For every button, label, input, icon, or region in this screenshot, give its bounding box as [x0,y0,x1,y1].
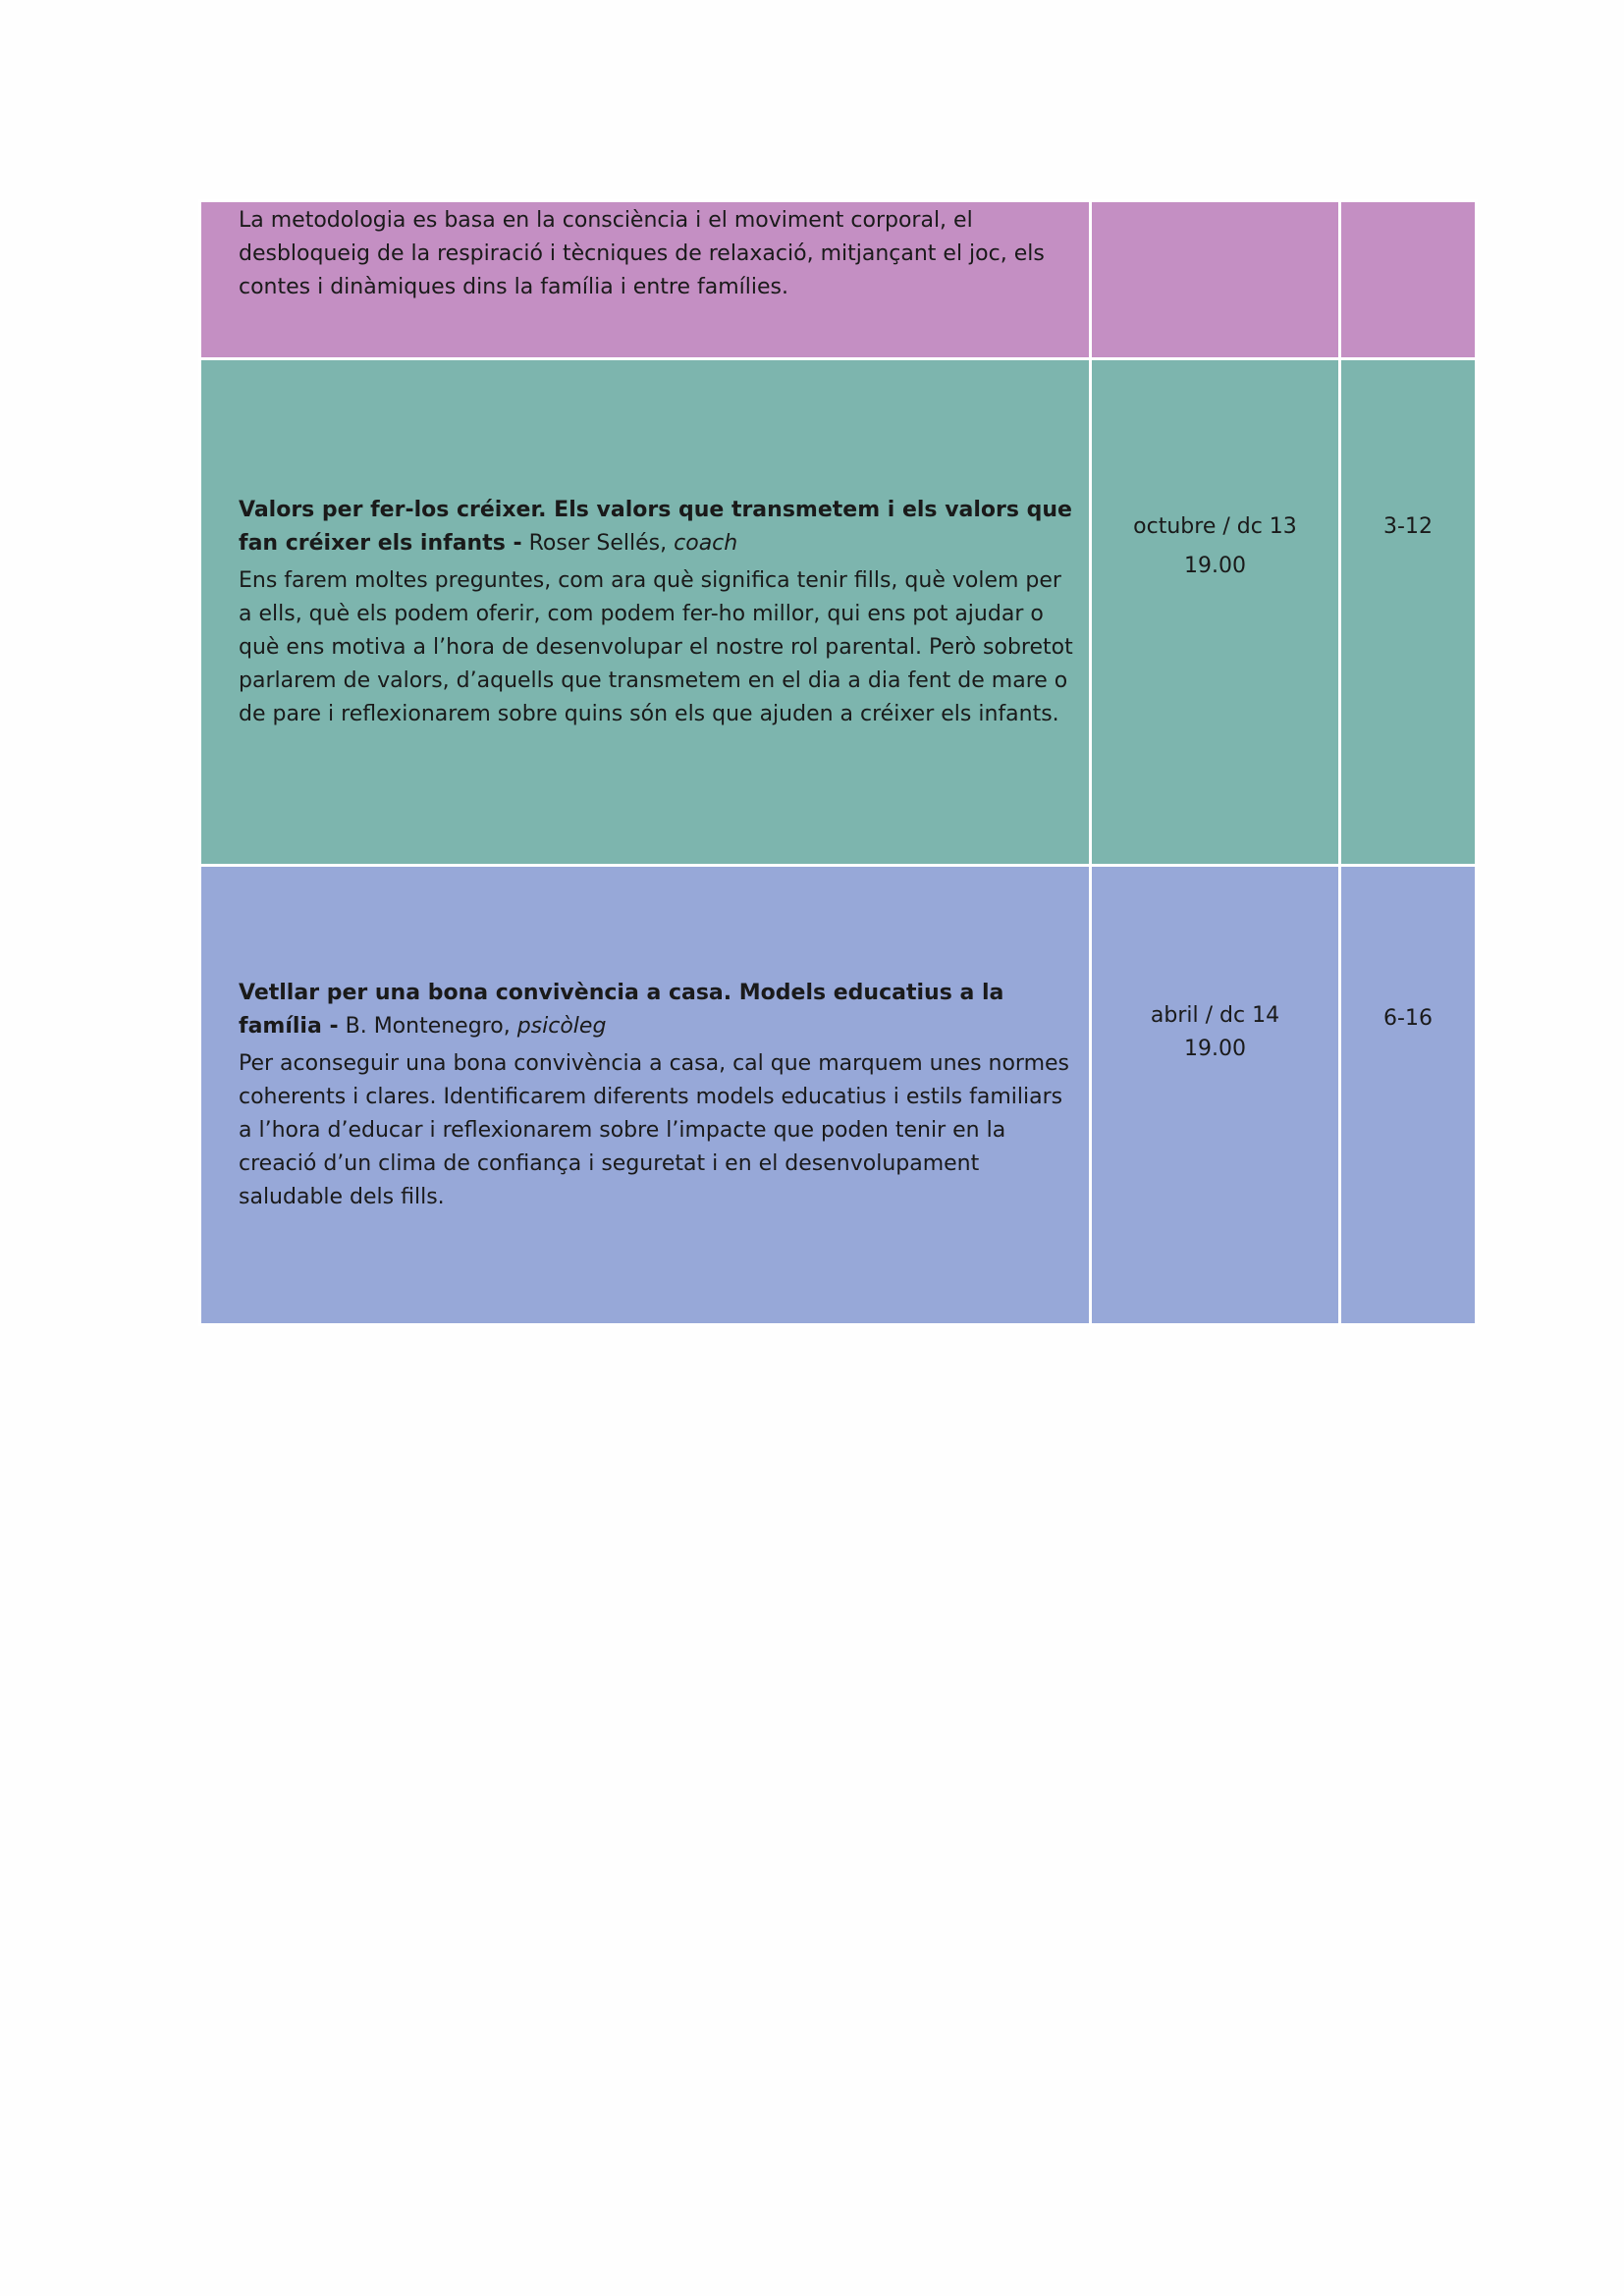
session-age-cell [1340,359,1477,866]
session-time: 19.00 [1184,554,1246,578]
table-row [200,866,1477,1325]
session-description-cell [200,866,1091,1325]
session-description: La metodologia es basa en la consciència i el moviment corporal, el desbloqueig de la respiració i tècniques de relaxació, mitjançant el joc, els contes i dinàmiques dins la família i entre famílies. [239,208,1045,299]
session-heading [239,977,1079,1043]
table-row [200,359,1477,866]
session-description: Ens farem moltes preguntes, com ara què significa tenir fills, què volem per a ells, què els podem oferir, com podem fer-ho millor, qui ens pot ajudar o què ens motiva a l’hora de desenvolupar el nostre rol parental. Però sobretot parlarem de valors, d’aquells que transmetem en el dia a dia fent de mare o de pare i reflexionarem sobre quins són els que ajuden a créixer els infants. [239,567,1073,726]
session-speaker: B. Montenegro, [345,1013,511,1039]
session-date: octubre / dc 13 [1133,514,1297,539]
session-time: 19.00 [1184,1037,1246,1061]
session-ages: 6-16 [1383,1006,1433,1031]
session-description-cell [200,359,1091,866]
session-age-cell [1340,201,1477,359]
session-date: abril / dc 14 [1150,1003,1280,1028]
session-description-cell [200,201,1091,359]
session-age-cell [1340,866,1477,1325]
session-title: Vetllar per una bona convivència a casa. Models educatius a la família - [239,980,1004,1039]
session-date-cell [1091,866,1340,1325]
session-date-cell [1091,359,1340,866]
session-speaker-role: psicòleg [516,1013,607,1039]
session-ages: 3-12 [1383,514,1433,539]
session-speaker: Roser Sellés, [528,530,668,556]
session-speaker-role: coach [674,530,738,556]
session-heading [239,494,1079,561]
session-description: Per aconseguir una bona convivència a casa, cal que marquem unes normes coherents i clares. Identificarem diferents models educatius i estils familiars a l’hora d’educar i reflexionarem sobre l’impacte que poden tenir en la creació d’un clima de confiança i seguretat i en el desenvolupament saludable dels fills. [239,1050,1070,1209]
table-row [200,201,1477,359]
schedule-table [198,199,1478,1326]
session-date-cell [1091,201,1340,359]
session-title: Valors per fer-los créixer. Els valors que transmetem i els valors que fan créixer els infants - [239,497,1072,556]
